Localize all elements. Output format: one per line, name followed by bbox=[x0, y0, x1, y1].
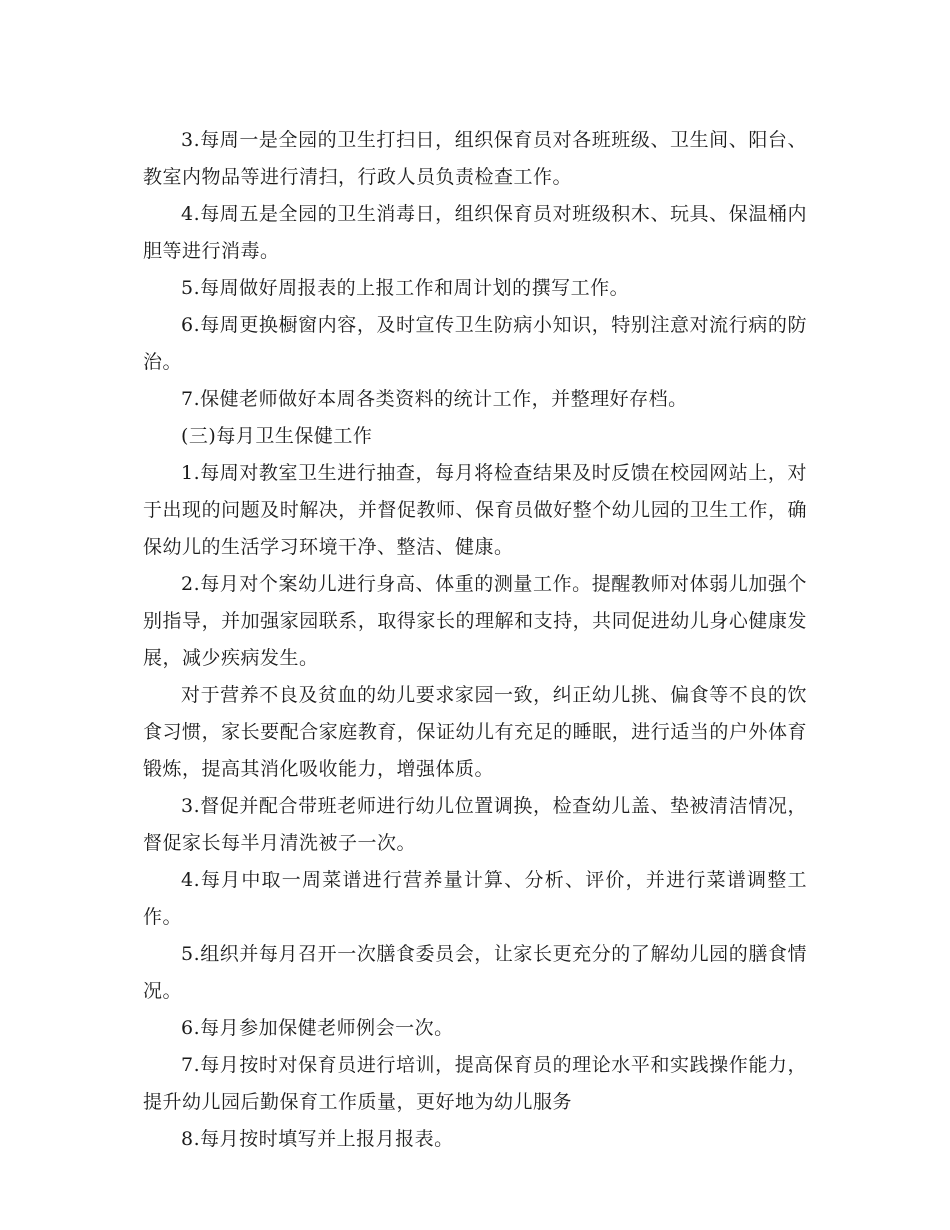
document-body bbox=[143, 122, 807, 1158]
paragraph-monthly-3: 3.督促并配合带班老师进行幼儿位置调换，检查幼儿盖、垫被清洁情况，督促家长每半月清洗被子一次。 bbox=[143, 795, 807, 854]
paragraph-monthly-2: 2.每月对个案幼儿进行身高、体重的测量工作。提醒教师对体弱儿加强个别指导，并加强家园联系，取得家长的理解和支持，共同促进幼儿身心健康发展，减少疾病发生。 bbox=[143, 573, 807, 669]
paragraph-monthly-7: 7.每月按时对保育员进行培训，提高保育员的理论水平和实践操作能力，提升幼儿园后勤保育工作质量，更好地为幼儿服务 bbox=[143, 1054, 807, 1113]
paragraph-weekly-6: 6.每周更换橱窗内容，及时宣传卫生防病小知识，特别注意对流行病的防治。 bbox=[143, 314, 807, 373]
paragraph-monthly-1: 1.每周对教室卫生进行抽查，每月将检查结果及时反馈在校园网站上，对于出现的问题及时解决，并督促教师、保育员做好整个幼儿园的卫生工作，确保幼儿的生活学习环境干净、整洁、健康。 bbox=[143, 462, 807, 558]
paragraph-monthly-6: 6.每月参加保健老师例会一次。 bbox=[181, 1017, 454, 1039]
paragraph-weekly-5: 5.每周做好周报表的上报工作和周计划的撰写工作。 bbox=[181, 277, 630, 299]
paragraph-monthly-2-nutrition: 对于营养不良及贫血的幼儿要求家园一致，纠正幼儿挑、偏食等不良的饮食习惯，家长要配合家庭教育，保证幼儿有充足的睡眠，进行适当的户外体育锻炼，提高其消化吸收能力，增强体质。 bbox=[143, 684, 807, 780]
paragraph-monthly-5: 5.组织并每月召开一次膳食委员会，让家长更充分的了解幼儿园的膳食情况。 bbox=[143, 943, 807, 1002]
paragraph-weekly-7: 7.保健老师做好本周各类资料的统计工作，并整理好存档。 bbox=[181, 388, 688, 410]
paragraph-monthly-4: 4.每月中取一周菜谱进行营养量计算、分析、评价，并进行菜谱调整工作。 bbox=[143, 869, 807, 928]
paragraph-weekly-3: 3.每周一是全园的卫生打扫日，组织保育员对各班班级、卫生间、阳台、教室内物品等进行清扫，行政人员负责检查工作。 bbox=[143, 129, 807, 188]
section-heading-monthly: (三)每月卫生保健工作 bbox=[181, 425, 373, 447]
paragraph-weekly-4: 4.每周五是全园的卫生消毒日，组织保育员对班级积木、玩具、保温桶内胆等进行消毒。 bbox=[143, 203, 807, 262]
paragraph-monthly-8: 8.每月按时填写并上报月报表。 bbox=[181, 1128, 454, 1150]
